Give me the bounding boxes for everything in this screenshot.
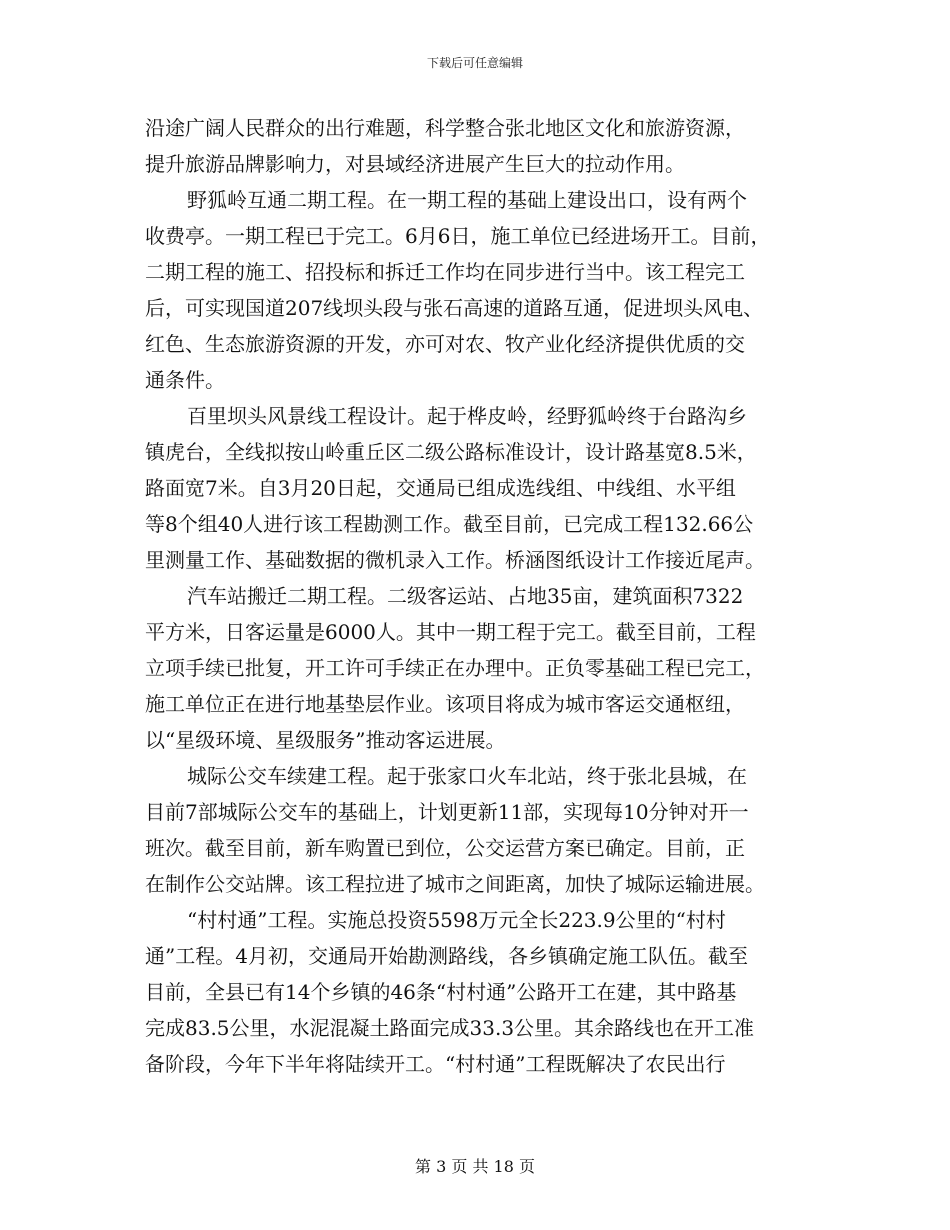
text-line: 收费亭。一期工程已于完工。6月6日，施工单位已经进场开工。目前， (145, 224, 771, 248)
page-footer: 第 3 页 共 18 页 (415, 1157, 535, 1176)
text-line: 通”工程。4月初，交通局开始勘测路线，各乡镇确定施工队伍。截至 (145, 944, 748, 968)
text-line: 班次。截至目前，新车购置已到位，公交运营方案已确定。目前，正 (145, 836, 745, 860)
text-line: 在制作公交站牌。该工程拉进了城市之间距离，加快了城际运输进展。 (145, 872, 765, 896)
paragraph-start-line: “村村通”工程。实施总投资5598万元全长223.9公里的“村村 (187, 908, 726, 932)
paragraph-start-line: 汽车站搬迁二期工程。二级客运站、占地35亩，建筑面积7322 (187, 584, 744, 608)
text-line: 目前7部城际公交车的基础上，计划更新11部，实现每10分钟对开一 (145, 800, 749, 824)
text-line: 里测量工作、基础数据的微机录入工作。桥涵图纸设计工作接近尾声。 (145, 548, 765, 572)
paragraph-start-line: 野狐岭互通二期工程。在一期工程的基础上建设出口，设有两个 (187, 188, 747, 212)
text-line: 完成83.5公里，水泥混凝土路面完成33.3公里。其余路线也在开工准 (145, 1016, 755, 1040)
document-body (145, 110, 805, 1082)
text-line: 后，可实现国道207线坝头段与张石高速的道路互通，促进坝头风电、 (145, 296, 764, 320)
text-line: 等8个组40人进行该工程勘测工作。截至目前，已完成工程132.66公 (145, 512, 754, 536)
text-line: 立项手续已批复，开工许可手续正在办理中。正负零基础工程已完工， (145, 656, 765, 680)
text-line: 沿途广阔人民群众的出行难题，科学整合张北地区文化和旅游资源， (145, 116, 745, 140)
text-line: 通条件。 (145, 368, 225, 392)
paragraph-start-line: 城际公交车续建工程。起于张家口火车北站，终于张北县城，在 (187, 764, 747, 788)
page-header: 下载后可任意编辑 (426, 56, 523, 70)
text-line: 平方米，日客运量是6000人。其中一期工程于完工。截至目前，工程 (145, 620, 756, 644)
text-line: 目前，全县已有14个乡镇的46条“村村通”公路开工在建，其中路基 (145, 980, 737, 1004)
text-line: 红色、生态旅游资源的开发，亦可对农、牧产业化经济提供优质的交 (145, 332, 745, 356)
text-line: 以“星级环境、星级服务”推动客运进展。 (145, 728, 506, 752)
text-line: 备阶段，今年下半年将陆续开工。“村村通”工程既解决了农民出行 (145, 1052, 726, 1076)
text-line: 提升旅游品牌影响力，对县域经济进展产生巨大的拉动作用。 (145, 152, 685, 176)
text-line: 镇虎台，全线拟按山岭重丘区二级公路标准设计，设计路基宽8.5米， (145, 440, 757, 464)
text-line: 施工单位正在进行地基垫层作业。该项目将成为城市客运交通枢纽， (145, 692, 745, 716)
paragraph-start-line: 百里坝头风景线工程设计。起于桦皮岭，经野狐岭终于台路沟乡 (187, 404, 747, 428)
text-line: 路面宽7米。自3月20日起，交通局已组成选线组、中线组、水平组 (145, 476, 736, 500)
text-line: 二期工程的施工、招投标和拆迁工作均在同步进行当中。该工程完工 (145, 260, 745, 284)
